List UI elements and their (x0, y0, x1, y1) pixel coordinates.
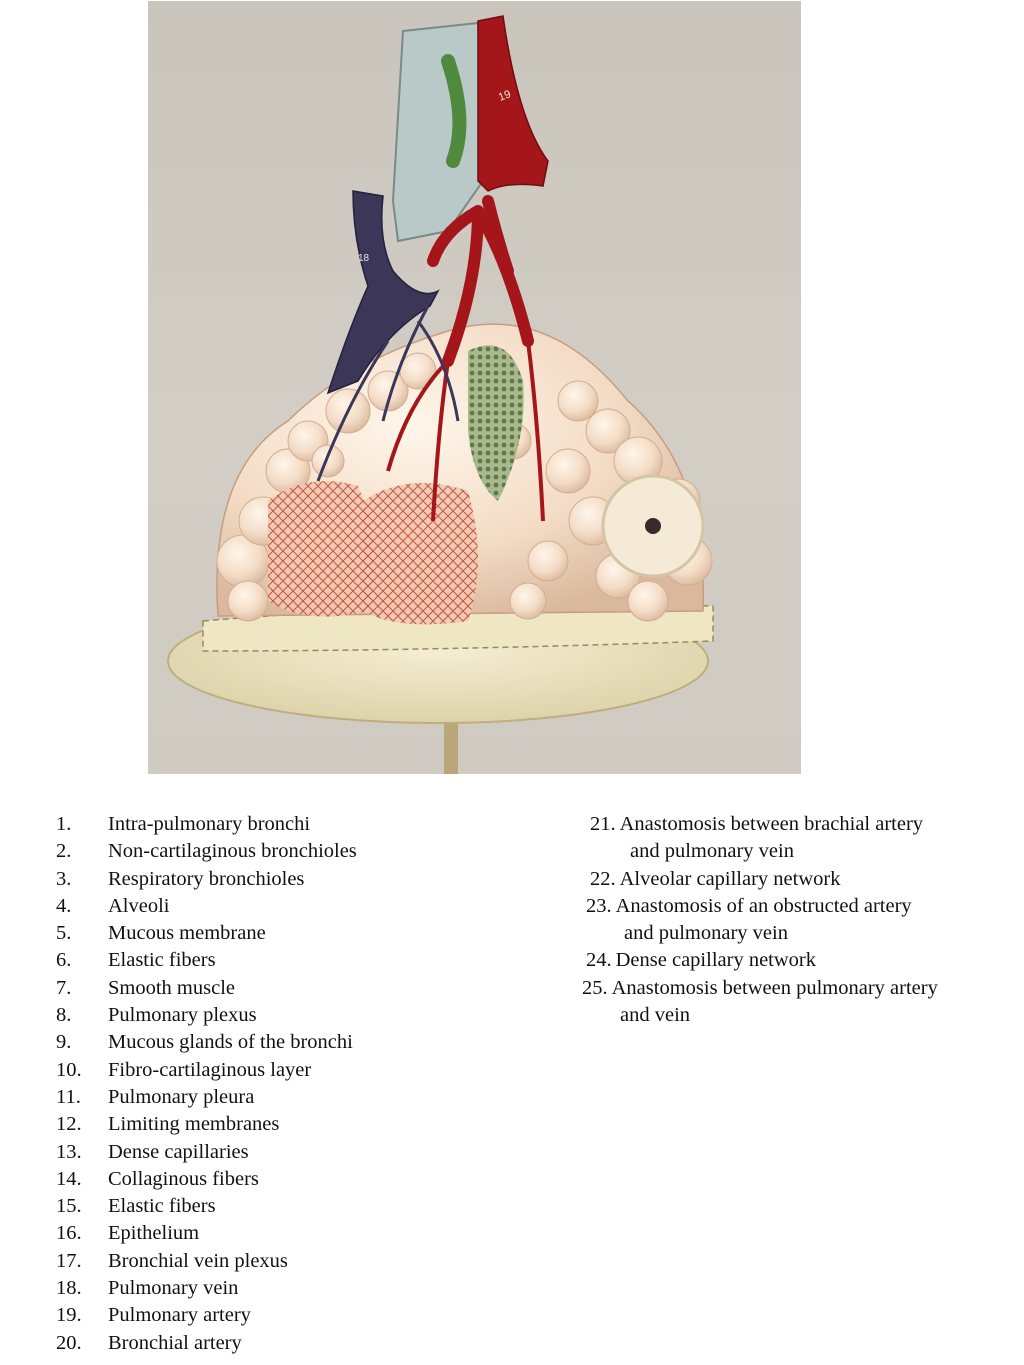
legend-number: 6. (56, 949, 72, 972)
legend-number: 11. (56, 1085, 81, 1108)
legend-text: Elastic fibers (108, 1195, 216, 1218)
legend-item (56, 1330, 556, 1357)
legend-number: 9. (56, 1031, 72, 1054)
legend-item (582, 893, 1002, 920)
legend-item (56, 838, 556, 865)
legend-text: Pulmonary plexus (108, 1004, 257, 1027)
legend-number: 21. (590, 813, 616, 835)
legend-left-column (56, 811, 556, 1357)
legend-number: 24. (586, 949, 612, 972)
legend-text: Anastomosis between pulmonary artery (611, 976, 938, 999)
legend-number: 3. (56, 867, 72, 890)
legend-number: 4. (56, 894, 72, 917)
alveolus (528, 541, 568, 581)
legend-item (56, 1302, 556, 1329)
legend-text: Collaginous fibers (108, 1167, 259, 1190)
alveolus (628, 581, 668, 621)
legend-right-column (582, 811, 1002, 1029)
intra-pulmonary-bronchus (393, 23, 483, 241)
alveolus (228, 581, 268, 621)
legend-item (56, 1248, 556, 1275)
legend-text: Alveolar capillary network (619, 867, 841, 890)
legend-text: Anastomosis between brachial artery (619, 813, 924, 835)
legend-text: Bronchial vein plexus (108, 1249, 288, 1272)
lung-lobule-model-illustration (148, 1, 801, 774)
legend-number: 20. (56, 1331, 82, 1354)
legend-number: 23. (586, 894, 612, 917)
legend-item (582, 975, 1002, 1002)
legend-text-continued: and vein (620, 1004, 691, 1027)
legend-number: 22. (590, 867, 616, 890)
legend-item (56, 1166, 556, 1193)
legend-item (56, 1084, 556, 1111)
legend-text: Bronchial artery (108, 1331, 242, 1354)
legend-text: Pulmonary artery (108, 1304, 251, 1327)
legend-number: 19. (56, 1304, 82, 1327)
legend-number: 7. (56, 976, 72, 999)
legend-item (56, 1057, 556, 1084)
legend-text: Mucous membrane (108, 922, 266, 945)
legend-text-continued: and pulmonary vein (624, 922, 788, 945)
legend-item (56, 1002, 556, 1029)
legend-item (56, 920, 556, 947)
legend-number: 18. (56, 1277, 82, 1300)
legend-item (56, 1111, 556, 1138)
legend-number: 15. (56, 1195, 82, 1218)
legend-item (56, 1220, 556, 1247)
model-label-18: 18 (358, 253, 370, 264)
legend-item (56, 1139, 556, 1166)
legend-text: Dense capillary network (615, 949, 816, 972)
legend-item (56, 811, 556, 838)
legend-item (56, 866, 556, 893)
legend-item (56, 975, 556, 1002)
lung-model-photo (148, 1, 801, 774)
legend-text: Epithelium (108, 1222, 200, 1245)
legend-text: Dense capillaries (108, 1140, 249, 1163)
legend-text-continued: and pulmonary vein (630, 840, 794, 863)
legend-number: 13. (56, 1140, 82, 1163)
legend-number: 14. (56, 1167, 82, 1190)
legend-item (56, 947, 556, 974)
legend-text: Intra-pulmonary bronchi (108, 813, 311, 835)
legend-number: 25. (582, 976, 608, 999)
legend-text: Respiratory bronchioles (108, 867, 305, 890)
legend-item (56, 1029, 556, 1056)
legend-item (582, 866, 1002, 893)
legend-text: Elastic fibers (108, 949, 216, 972)
legend-number: 17. (56, 1249, 82, 1272)
legend-number: 10. (56, 1058, 82, 1081)
alveolus (546, 449, 590, 493)
dense-capillary-network (363, 483, 478, 624)
legend-item (56, 893, 556, 920)
legend-item (56, 1193, 556, 1220)
pulmonary-artery (478, 16, 548, 191)
legend-number: 2. (56, 840, 72, 863)
legend-text: Smooth muscle (108, 976, 235, 999)
legend-text: Fibro-cartilaginous layer (108, 1058, 312, 1081)
legend-number: 1. (56, 813, 72, 835)
legend-number: 8. (56, 1004, 72, 1027)
legend-item (56, 1275, 556, 1302)
legend-text: Pulmonary vein (108, 1277, 239, 1300)
alveolus (558, 381, 598, 421)
alveolus (312, 445, 344, 477)
alveolus (510, 583, 546, 619)
model-label-19: 19 (496, 88, 513, 104)
legend-item (582, 811, 1002, 838)
legend-text: Limiting membranes (108, 1113, 280, 1136)
legend-item (582, 947, 1002, 974)
legend-number: 5. (56, 922, 72, 945)
legend-text: Pulmonary pleura (108, 1085, 255, 1108)
legend-text: Mucous glands of the bronchi (108, 1031, 353, 1054)
legend-number: 16. (56, 1222, 82, 1245)
alveolar-capillary-network (268, 481, 374, 617)
legend-text: Anastomosis of an obstructed artery (615, 894, 912, 917)
legend-text: Alveoli (108, 894, 170, 917)
legend-text: Non-cartilaginous bronchioles (108, 840, 357, 863)
legend-number: 12. (56, 1113, 82, 1136)
